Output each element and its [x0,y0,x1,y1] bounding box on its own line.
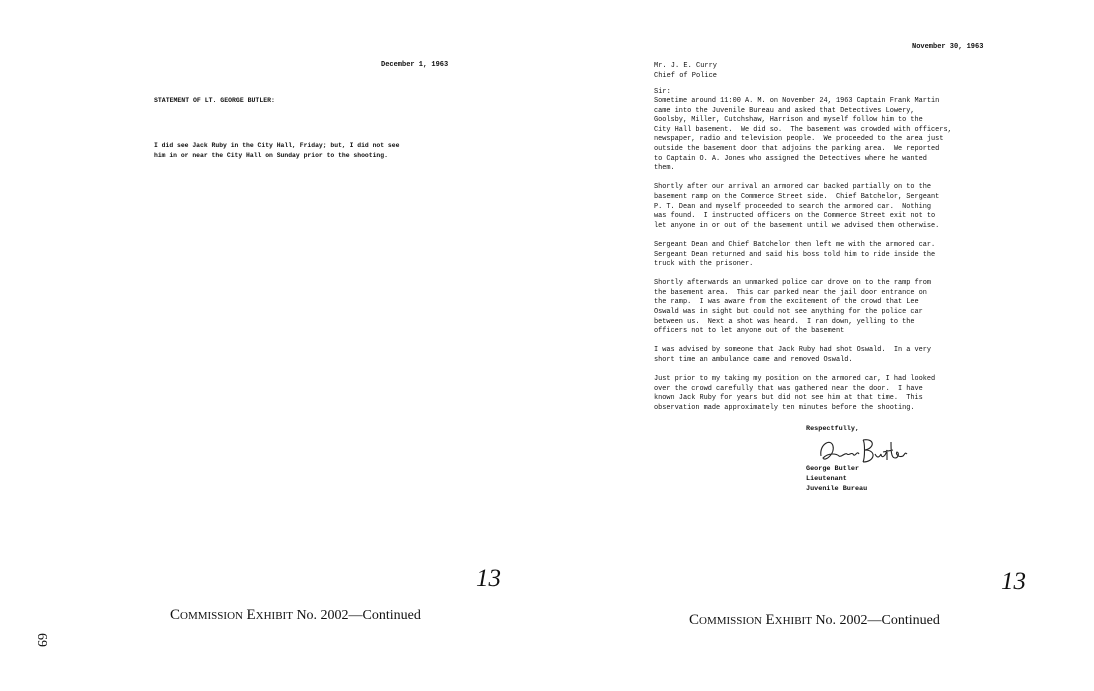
paragraph-4: Shortly afterwards an unmarked police car drove on to the ramp from the basement area. This car parked near the jail door entrance on the ramp. I was aware from the excitement of the crowd that Lee Oswald was in sight but could not see anything for the police car between us. Next a shot was heard. I ran down, yelling to the officers not to let anyone out of the basement [654,279,932,336]
address-line: Mr. J. E. Curry [654,62,718,70]
left-heading: STATEMENT OF LT. GEORGE BUTLER: [154,97,275,104]
caption-rest: No. 2002—Continued [296,608,421,623]
closing: Respectfully, [806,425,860,433]
left-date: December 1, 1963 [381,61,449,69]
caption-xhibit: XHIBIT [255,610,293,622]
signer-unit: Juvenile Bureau [806,485,868,493]
caption-e: E [246,607,256,623]
paragraph-6: Just prior to my taking my position on the armored car, I had looked over the crowd carefully that was gathered near the door. I have known Jack Ruby for years but did not see him at that time. This observation made approximately ten minutes before the shooting. [654,375,936,412]
right-address-block [654,61,717,81]
right-exhibit-caption [689,612,940,629]
signature-icon [815,432,911,468]
left-body-line: him in or near the City Hall on Sunday prior to the shooting. [154,152,388,159]
caption-c: C [170,607,181,623]
paragraph-3: Sergeant Dean and Chief Batchelor then left me with the armored car. Sergeant Dean returned and said his boss told him to ride inside the truck with the prisoner. [654,240,936,269]
caption-c: C [689,612,700,628]
left-exhibit-caption [170,607,421,624]
signer-rank: Lieutenant [806,475,847,483]
paragraph-5: I was advised by someone that Jack Ruby had shot Oswald. In a very short time an ambulance came and removed Oswald. [654,346,932,365]
page-number: 69 [34,633,49,647]
signer-block [806,464,867,494]
caption-rest: No. 2002—Continued [815,613,940,628]
caption-xhibit: XHIBIT [774,615,812,627]
left-statement-body [154,141,484,161]
paragraph-1: Sometime around 11:00 A. M. on November 24, 1963 Captain Frank Martin came into the Juvenile Bureau and asked that Detectives Lowery, Goolsby, Miller, Cutchshaw, Harrison and myself follow him to the City Hall basement. We did so. The basement was crowded with officers, newspaper, radio and television people. We proceeded to the area just outside the basement door that adjoins the parking area. We reported to Captain O. A. Jones who assigned the Detectives where he wanted them. [654,97,952,173]
letter-body [654,97,1024,423]
right-date: November 30, 1963 [912,43,984,51]
paragraph-2: Shortly after our arrival an armored car backed partially on to the basement ramp on the Commerce Street side. Chief Batchelor, Sergeant P. T. Dean and myself proceeded to search the armored car. Nothing was found. I instructed officers on the Commerce Street exit not to let anyone in or out of the basement until we advised them otherwise. [654,183,940,230]
signer-name: George Butler [806,465,860,473]
caption-ommission: OMMISSION [180,610,243,622]
caption-ommission: OMMISSION [699,615,762,627]
caption-e: E [765,612,775,628]
salutation: Sir: [654,88,671,96]
address-line: Chief of Police [654,72,718,80]
left-body-line: I did see Jack Ruby in the City Hall, Friday; but, I did not see [154,142,400,149]
left-handwritten-number: 13 [476,565,501,592]
right-handwritten-number: 13 [1001,568,1026,595]
